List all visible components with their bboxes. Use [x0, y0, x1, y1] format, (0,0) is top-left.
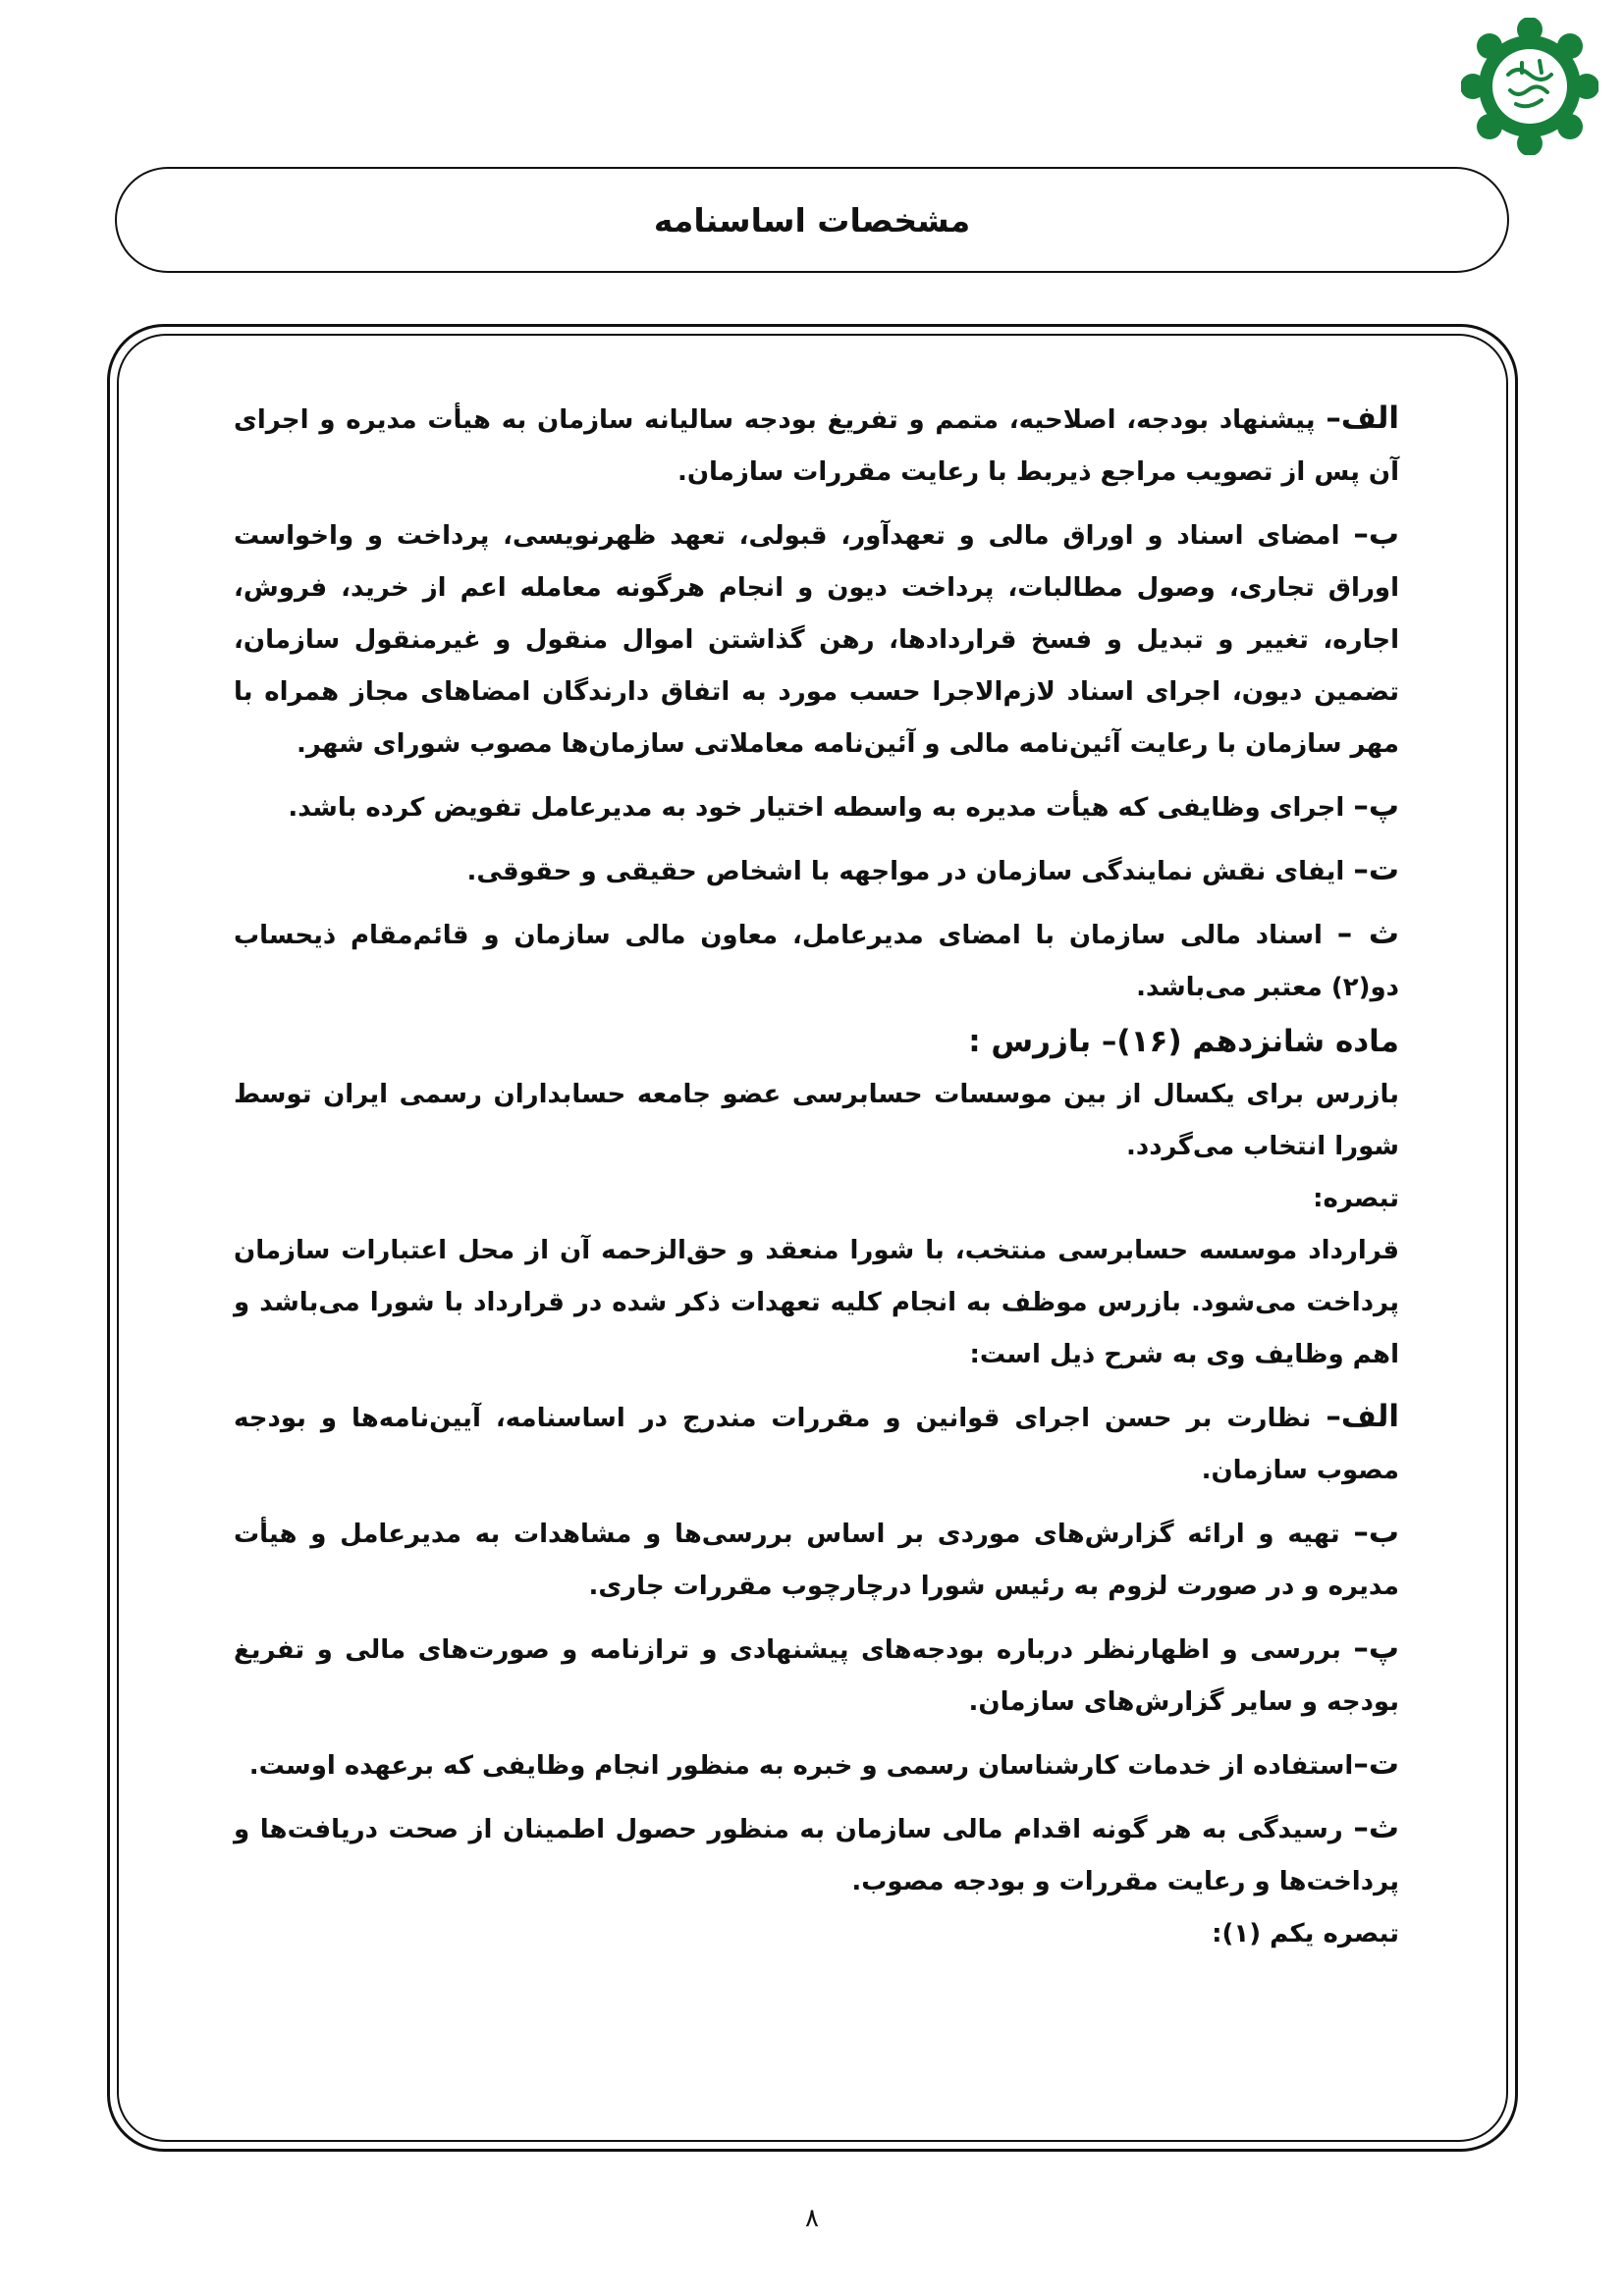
title-box: [115, 167, 1509, 273]
page-title: مشخصات اساسنامه: [653, 200, 971, 240]
clause-text: اسناد مالی سازمان با امضای مدیرعامل، معاون مالی سازمان و قائم‌مقام ذیحساب دو(۲) معتبر می‌باشد.: [234, 921, 1399, 1002]
clause-label: الف–: [1326, 1399, 1399, 1434]
clause-label: ث–: [1353, 1810, 1399, 1845]
clause-label: الف–: [1326, 400, 1399, 436]
duty-te: [234, 1738, 1399, 1792]
clause-text: پیشنهاد بودجه، اصلاحیه، متمم و تفریغ بودجه سالیانه سازمان به هیأت مدیره و اجرای آن پس از تصویب مراجع ذیربط با رعایت مقررات سازمان.: [234, 405, 1399, 487]
document-body: [234, 393, 1399, 1960]
clause-label: پ–: [1353, 1630, 1399, 1666]
clause-text: ایفای نقش نمایندگی سازمان در مواجهه با اشخاص حقیقی و حقوقی.: [466, 857, 1354, 886]
clause-label: ب–: [1353, 1515, 1399, 1550]
clause-label: ت–: [1353, 852, 1399, 887]
clause-label: ث –: [1336, 916, 1399, 951]
note-text: قرارداد موسسه حسابرسی منتخب، با شورا منعقد و حق‌الزحمه آن از محل اعتبارات سازمان پرداخت می‌شود. بازرس موظف به انجام کلیه تعهدات ذکر شده در قرارداد با شورا می‌باشد و اهم وظایف وی به شرح ذیل است:: [234, 1236, 1399, 1369]
city-council-logo: [1461, 18, 1598, 155]
clause-text: نظارت بر حسن اجرای قوانین و مقررات مندرج در اساسنامه، آیین‌نامه‌ها و بودجه مصوب سازمان.: [234, 1404, 1399, 1485]
clause-text: تهیه و ارائه گزارش‌های موردی بر اساس بررسی‌ها و مشاهدات به مدیرعامل و هیأت مدیره و در صورت لزوم به رئیس شورا درچارچوب مقررات جاری.: [234, 1520, 1399, 1601]
clause-text: استفاده از خدمات کارشناسان رسمی و خبره به منظور انجام وظایفی که برعهده اوست.: [248, 1751, 1354, 1781]
duty-be: [234, 1507, 1399, 1613]
note-one-heading: تبصره یکم (۱):: [1212, 1919, 1399, 1949]
clause-be: [234, 508, 1399, 771]
article-16-text: بازرس برای یکسال از بین موسسات حسابرسی عضو جامعه حسابداران رسمی ایران توسط شورا انتخاب می‌گردد.: [234, 1080, 1399, 1161]
clause-label: ب–: [1353, 516, 1399, 552]
clause-text: رسیدگی به هر گونه اقدام مالی سازمان به منظور حصول اطمینان از صحت دریافت‌ها و پرداخت‌ها و رعایت مقررات و بودجه مصوب.: [234, 1815, 1399, 1896]
clause-te: [234, 844, 1399, 898]
clause-pe: [234, 780, 1399, 834]
article-16-heading: ماده شانزدهم (۱۶)– بازرس :: [968, 1024, 1399, 1059]
duty-pe: [234, 1623, 1399, 1729]
duty-alef: [234, 1391, 1399, 1497]
clause-alef: [234, 393, 1399, 499]
clause-text: بررسی و اظهارنظر درباره بودجه‌های پیشنهادی و ترازنامه و صورت‌های مالی و تفریغ بودجه و سایر گزارش‌های سازمان.: [234, 1635, 1399, 1717]
note-heading: تبصره:: [1313, 1184, 1399, 1213]
page-number: ۸: [805, 2204, 819, 2233]
clause-se: [234, 908, 1399, 1014]
city-council-emblem-icon: [1461, 18, 1598, 155]
clause-label: پ–: [1353, 788, 1399, 824]
clause-text: امضای اسناد و اوراق مالی و تعهدآور، قبولی، تعهد ظهرنویسی، پرداخت و واخواست اوراق تجاری، وصول مطالبات، پرداخت دیون و انجام هرگونه معامله اعم از خرید، فروش، اجاره، تغییر و تبدیل و فسخ قراردادها، رهن گذاشتن اموال منقول و غیرمنقول سازمان، تضمین دیون، اجرای اسناد لازم‌الاجرا حسب مورد به اتفاق دارندگان امضاهای مجاز همراه با مهر سازمان با رعایت آئین‌نامه مالی و آئین‌نامه معاملاتی سازمان‌ها مصوب شورای شهر.: [234, 521, 1399, 759]
duty-se: [234, 1802, 1399, 1908]
clause-text: اجرای وظایفی که هیأت مدیره به واسطه اختیار خود به مدیرعامل تفویض کرده باشد.: [288, 793, 1354, 823]
clause-label: ت–: [1353, 1746, 1399, 1782]
